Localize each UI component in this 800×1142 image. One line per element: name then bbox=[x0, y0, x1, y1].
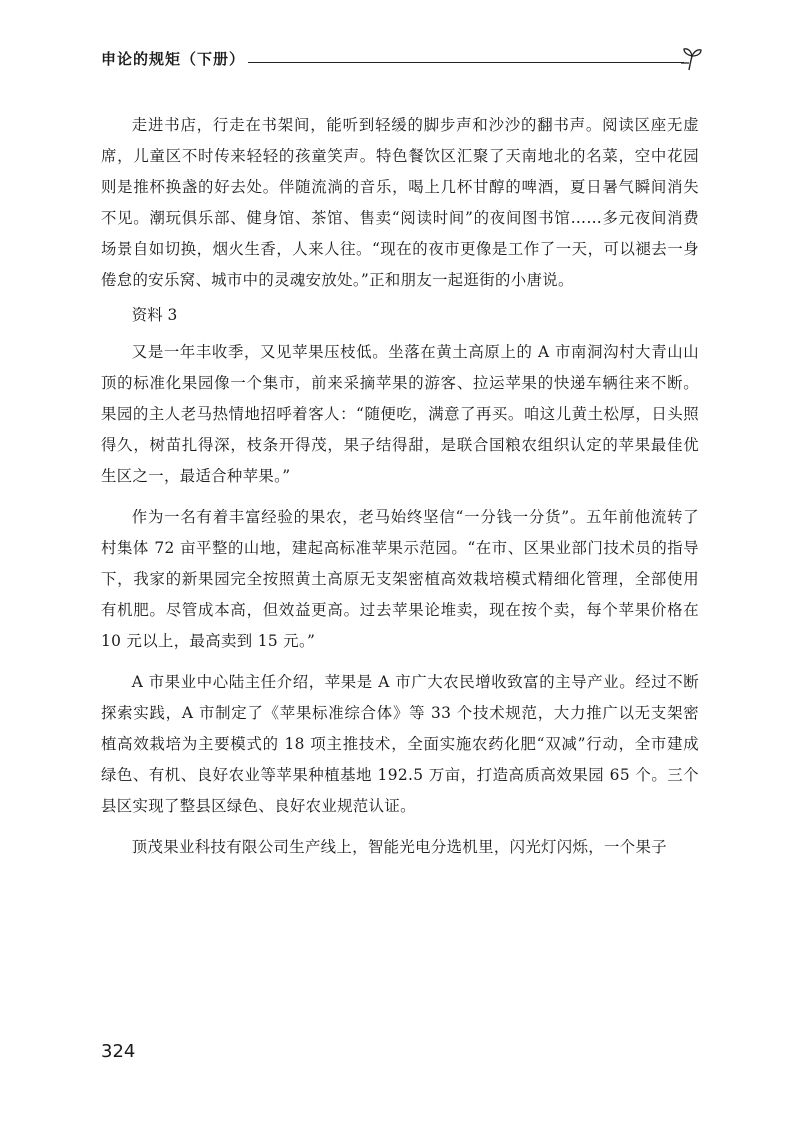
paragraph: 顶茂果业科技有限公司生产线上，智能光电分选机里，闪光灯闪烁，一个果子 bbox=[131, 838, 667, 856]
header-title: 申论的规矩（下册） bbox=[101, 50, 246, 68]
sprout-icon bbox=[681, 46, 703, 72]
paragraph: 作为一名有着丰富经验的果农，老马始终坚信“一分钱一分货”。五年前他流转了村集体 72 亩平整的山地，建起高标准苹果示范园。“在市、区果业部门技术员的指导下，我家的新果园完全按照黄土高原无支架密植高效栽培模式精细化管理，全部使用有机肥。尽管成本高，但效益更高。过去苹果论堆卖，现在按个卖，每个苹果价格在 10 元以上，最高卖到 15 元。” bbox=[101, 508, 699, 650]
page-number: 324 bbox=[101, 1041, 136, 1062]
body-text bbox=[101, 110, 699, 863]
header-rule bbox=[248, 62, 684, 63]
paragraph: A 市果业中心陆主任介绍，苹果是 A 市广大农民增收致富的主导产业。经过不断探索实践，A 市制定了《苹果标准综合体》等 33 个技术规范，大力推广以无支架密植高效栽培为主要模式的 18 项主推技术，全面实施农药化肥“双减”行动，全市建成绿色、有机、良好农业等苹果种植基地 192.5 万亩，打造高质高效果园 65 个。三个县区实现了整县区绿色、良好农业规范认证。 bbox=[101, 673, 699, 815]
paragraph: 又是一年丰收季，又见苹果压枝低。坐落在黄土高原上的 A 市南洞沟村大青山山顶的标准化果园像一个集市，前来采摘苹果的游客、拉运苹果的快递车辆往来不断。果园的主人老马热情地招呼着客人：“随便吃，满意了再买。咱这儿黄土松厚，日头照得久，树苗扎得深，枝条开得茂，果子结得甜，是联合国粮农组织认定的苹果最佳优生区之一，最适合种苹果。” bbox=[101, 343, 699, 485]
section-label: 资料 3 bbox=[131, 306, 178, 324]
paragraph: 走进书店，行走在书架间，能听到轻缓的脚步声和沙沙的翻书声。阅读区座无虚席，儿童区不时传来轻轻的孩童笑声。特色餐饮区汇聚了天南地北的名菜，空中花园则是推杯换盏的好去处。伴随流淌的音乐，喝上几杯甘醇的啤酒，夏日暑气瞬间消失不见。潮玩俱乐部、健身馆、茶馆、售卖“阅读时间”的夜间图书馆……多元夜间消费场景自如切换，烟火生香，人来人往。“现在的夜市更像是工作了一天，可以褪去一身倦怠的安乐窝、城市中的灵魂安放处。”正和朋友一起逛街的小唐说。 bbox=[101, 116, 699, 289]
running-header bbox=[101, 46, 701, 74]
